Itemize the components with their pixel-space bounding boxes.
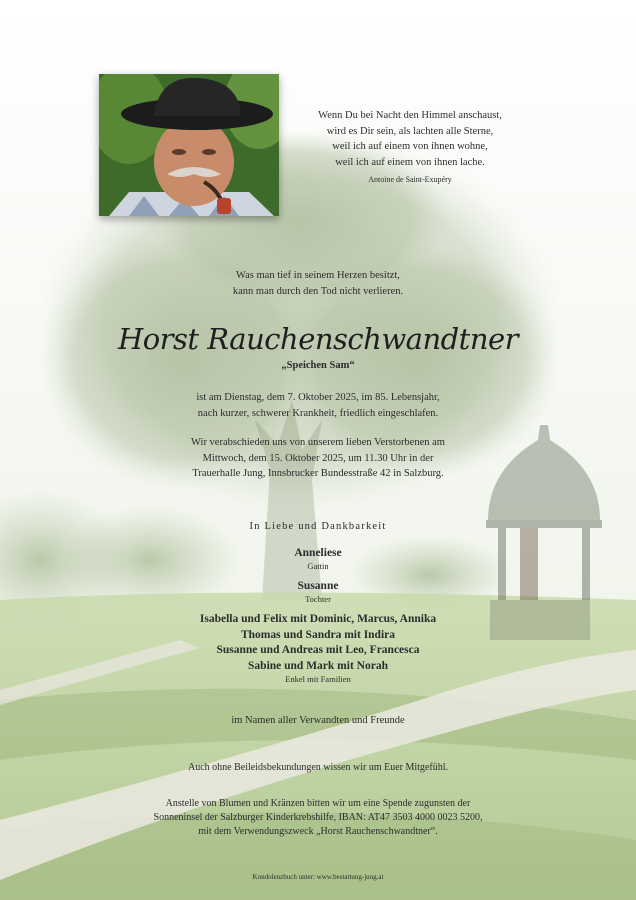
donation-note — [100, 797, 536, 839]
quote-line: weil ich auf einem von ihnen wohne, — [332, 141, 488, 152]
saying-line: Was man tief in seinem Herzen besitzt, — [236, 270, 400, 281]
daughter-name: Susanne — [297, 580, 339, 592]
grandchild-family: Susanne und Andreas mit Leo, Francesca — [216, 644, 420, 656]
grandchildren-role: Enkel mit Familien — [285, 674, 351, 684]
donation-line: mit dem Verwendungszweck „Horst Rauchenschwandtner“. — [198, 826, 438, 837]
quote-line: weil ich auf einem von ihnen lache. — [335, 156, 485, 168]
farewell-line: Wir verabschieden uns von unserem lieben Verstorbenen am — [191, 437, 445, 448]
funeral-details — [118, 435, 518, 482]
announcement-line: ist am Dienstag, dem 7. Oktober 2025, im 85. Lebensjahr, — [196, 392, 440, 403]
relatives-line: im Namen aller Verwandten und Freunde — [231, 715, 405, 726]
spouse-name: Anneliese — [294, 547, 342, 559]
donation-line: Anstelle von Blumen und Kränzen bitten wir um eine Spende zugunsten der — [165, 798, 471, 809]
deceased-name: Horst Rauchenschwandtner — [117, 322, 519, 356]
quote-author: Antoine de Saint-Exupéry — [368, 175, 452, 184]
grandchild-family: Thomas und Sandra mit Indira — [240, 628, 396, 641]
grandchild-family: Isabella und Felix mit Dominic, Marcus, Annika — [199, 613, 437, 625]
announcement-line: nach kurzer, schwerer Krankheit, friedlich eingeschlafen. — [197, 407, 439, 419]
spouse-role: Gattin — [307, 561, 329, 571]
saying-line: kann man durch den Tod nicht verlieren. — [232, 285, 404, 297]
quote-line: Wenn Du bei Nacht den Himmel anschaust, — [318, 110, 502, 121]
quote-block — [290, 108, 530, 188]
condolence-note: Auch ohne Beileidsbekundungen wissen wir um Euer Mitgefühl. — [188, 762, 448, 773]
daughter-role: Tochter — [305, 594, 331, 604]
farewell-line: Mittwoch, dem 15. Oktober 2025, um 11.30 Uhr in der — [202, 452, 434, 464]
thanks-heading: In Liebe und Dankbarkeit — [249, 521, 387, 532]
quote-line: wird es Dir sein, als lachten alle Sterne, — [326, 125, 494, 137]
memorial-saying — [118, 268, 518, 299]
family-list — [100, 546, 536, 685]
death-announcement — [118, 390, 518, 421]
donation-line: Sonneninsel der Salzburger Kinderkrebshilfe, IBAN: AT47 3503 4000 0023 5200, — [153, 812, 483, 823]
portrait-photo — [99, 74, 279, 216]
deceased-nickname: „Speichen Sam“ — [281, 360, 355, 371]
condolence-book-link[interactable]: Kondolenzbuch unter: www.bestattung-jung.at — [252, 873, 384, 881]
grandchild-family: Sabine und Mark mit Norah — [248, 659, 388, 672]
farewell-line: Trauerhalle Jung, Innsbrucker Bundesstraße 42 in Salzburg. — [192, 468, 444, 479]
